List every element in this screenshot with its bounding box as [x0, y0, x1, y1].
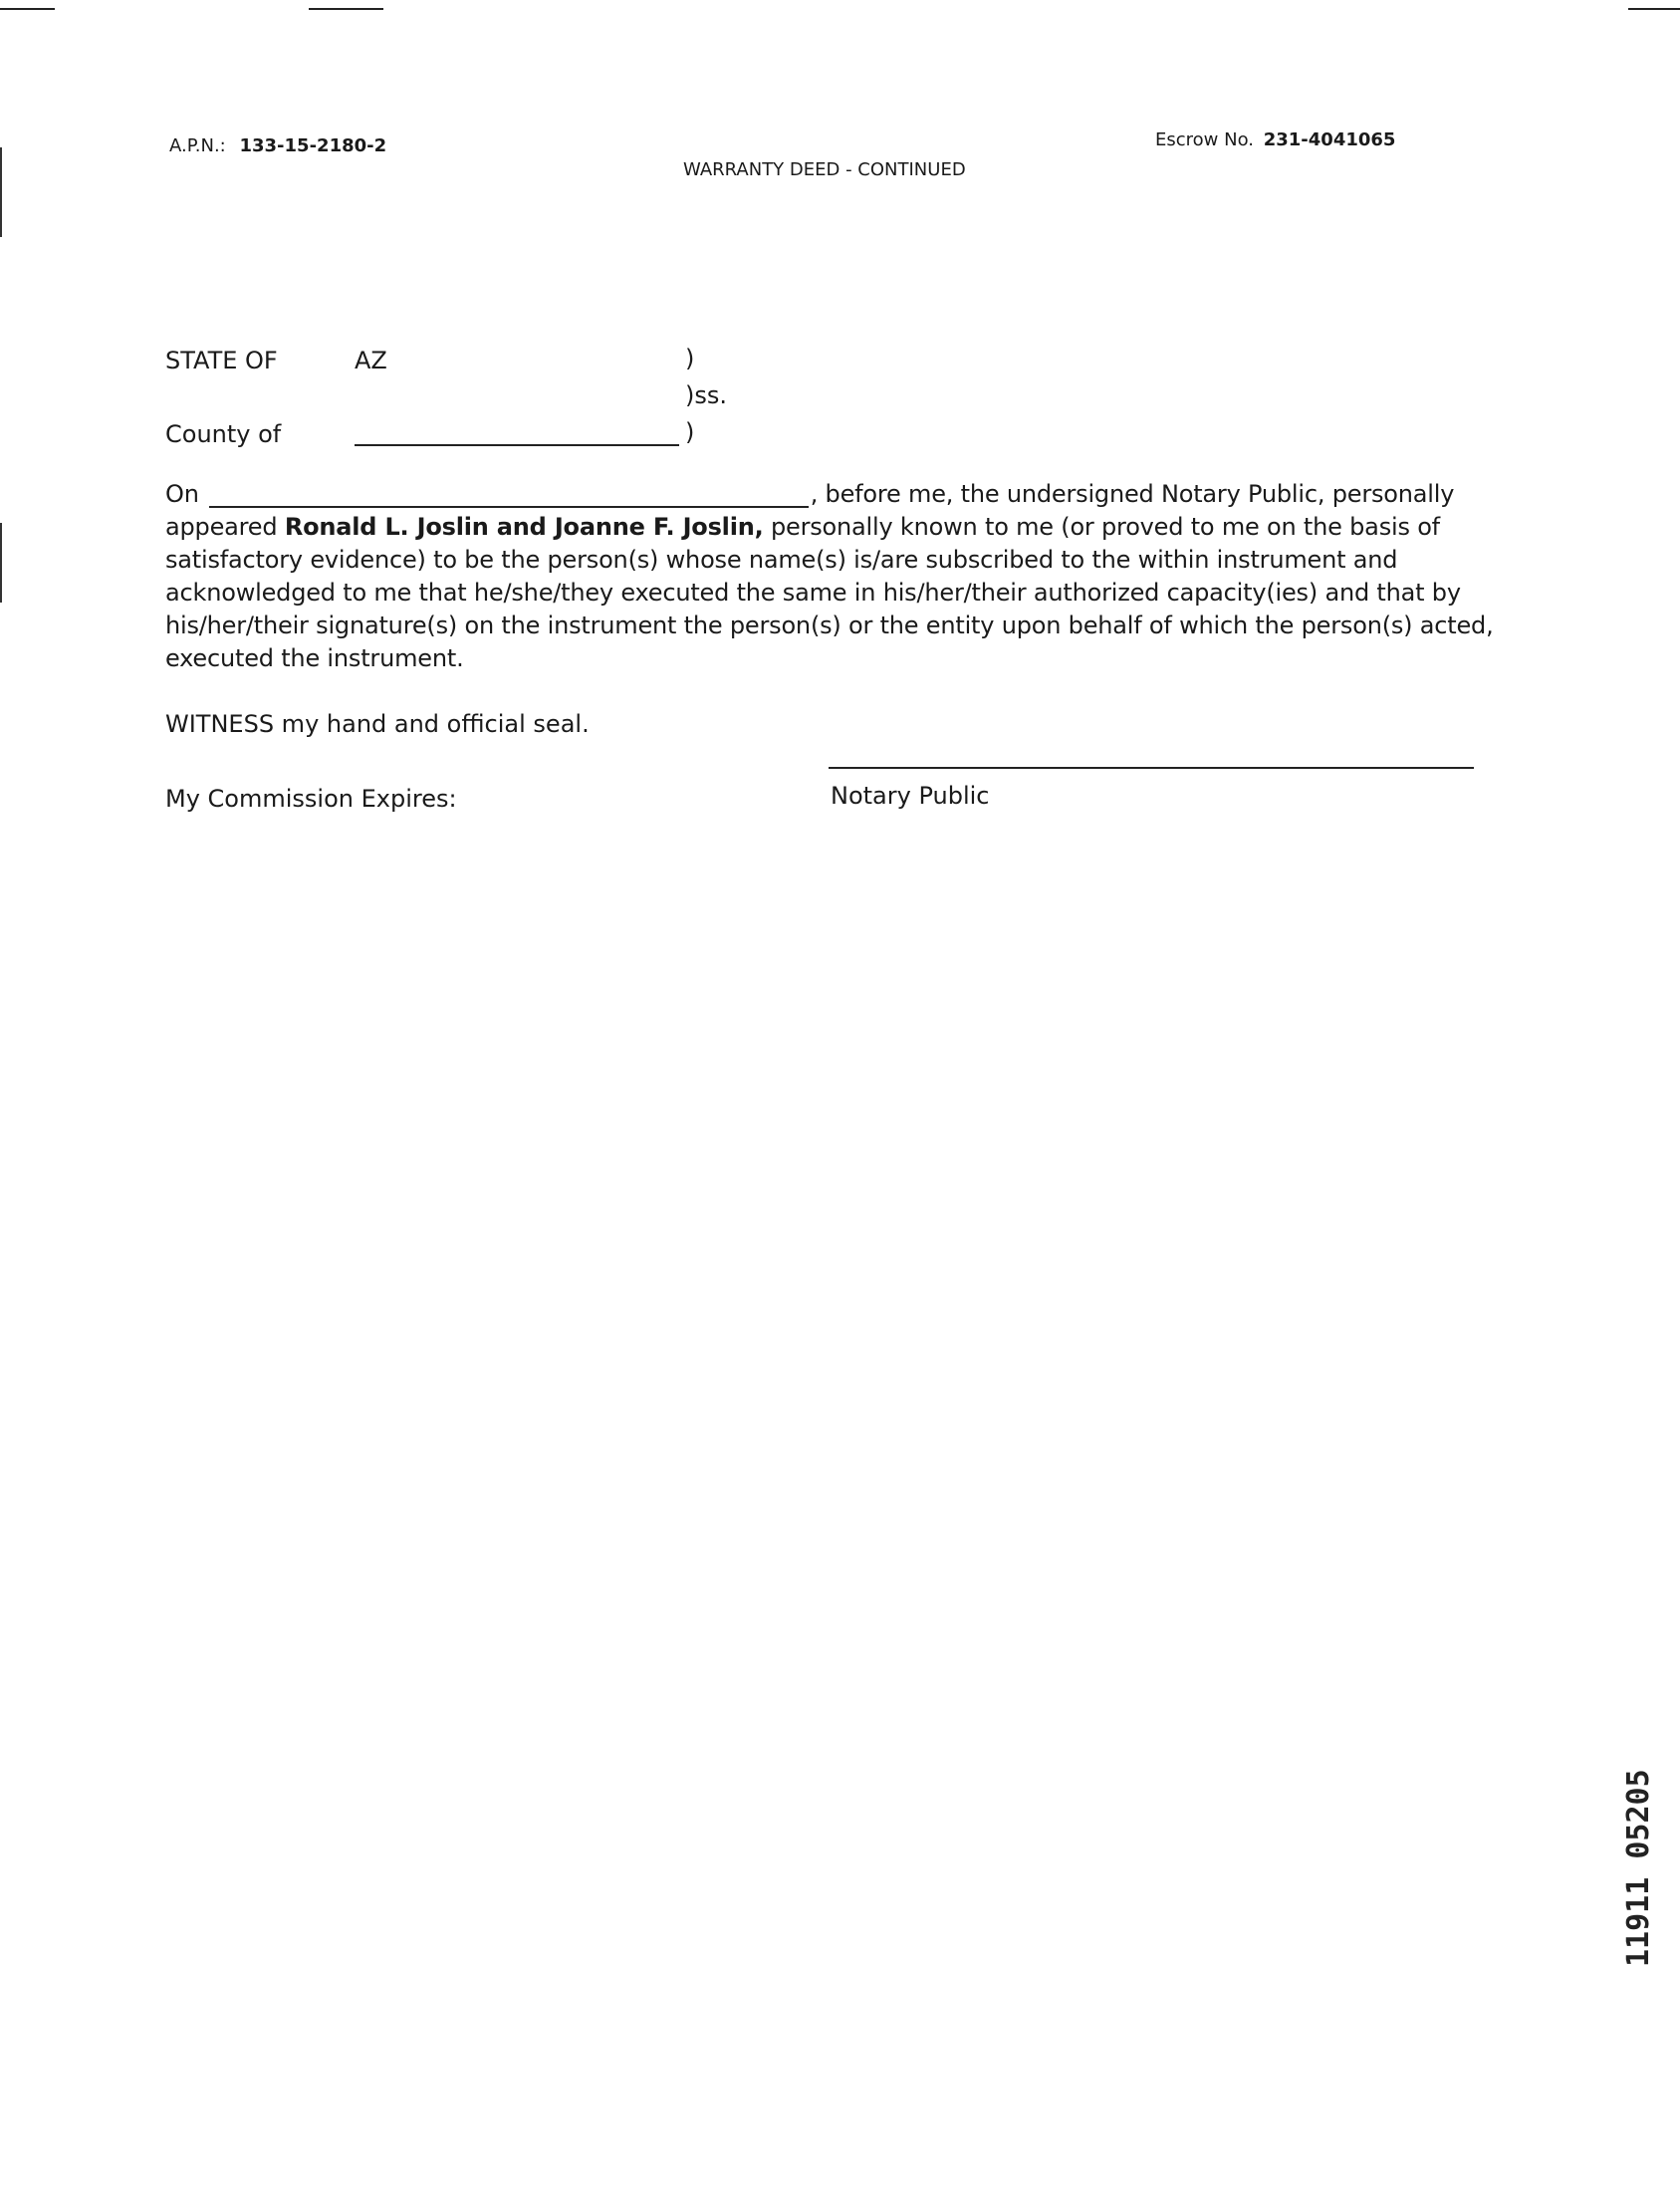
paren-close: ): [685, 418, 695, 446]
ack-appeared: appeared: [165, 513, 278, 541]
witness-statement: WITNESS my hand and official seal.: [165, 710, 590, 738]
document-title: WARRANTY DEED - CONTINUED: [683, 159, 966, 180]
ack-line-6: executed the instrument.: [165, 644, 464, 672]
commission-expires-label: My Commission Expires:: [165, 785, 457, 813]
ack-line-2: [165, 511, 1490, 544]
scan-artifact-edge: [0, 523, 2, 603]
ack-line-4: acknowledged to me that he/she/they executed the same in his/her/their authorized capacity(ies) and that by: [165, 579, 1461, 607]
scan-artifact-edge: [0, 147, 2, 237]
scan-artifact-line: [0, 8, 55, 10]
ack-line-1-text: , before me, the undersigned Notary Public, personally: [810, 480, 1455, 508]
paren-open: ): [685, 345, 695, 372]
ack-line-2-text: personally known to me (or proved to me on the basis of: [770, 513, 1440, 541]
scan-artifact-line: [309, 8, 383, 10]
acknowledgment-paragraph: [165, 478, 1494, 675]
county-label: County of: [165, 420, 282, 448]
escrow-value: 231-4041065: [1263, 129, 1396, 150]
ack-line-1: [165, 478, 1490, 511]
apn: [169, 135, 386, 156]
scan-artifact-line: [1628, 8, 1680, 10]
grantor-names: Ronald L. Joslin and Joanne F. Joslin,: [284, 513, 764, 541]
escrow-number: [1155, 129, 1395, 150]
escrow-label: Escrow No.: [1155, 129, 1254, 150]
notary-signature-line: [829, 767, 1474, 769]
state-value: AZ: [355, 347, 387, 374]
ack-line-5: his/her/their signature(s) on the instrument the person(s) or the entity upon behalf of which the person(s) acted,: [165, 612, 1494, 639]
recording-stamp: 11911 05205: [1621, 1769, 1656, 1967]
apn-value: 133-15-2180-2: [239, 135, 387, 156]
on-label: On: [165, 480, 199, 508]
apn-label: A.P.N.:: [169, 135, 226, 156]
ss-mark: )ss.: [685, 381, 727, 409]
notary-public-label: Notary Public: [831, 782, 990, 810]
county-blank-line: [355, 444, 679, 446]
state-label: STATE OF: [165, 347, 278, 374]
ack-line-3: satisfactory evidence) to be the person(s) whose name(s) is/are subscribed to the within instrument and: [165, 546, 1398, 574]
